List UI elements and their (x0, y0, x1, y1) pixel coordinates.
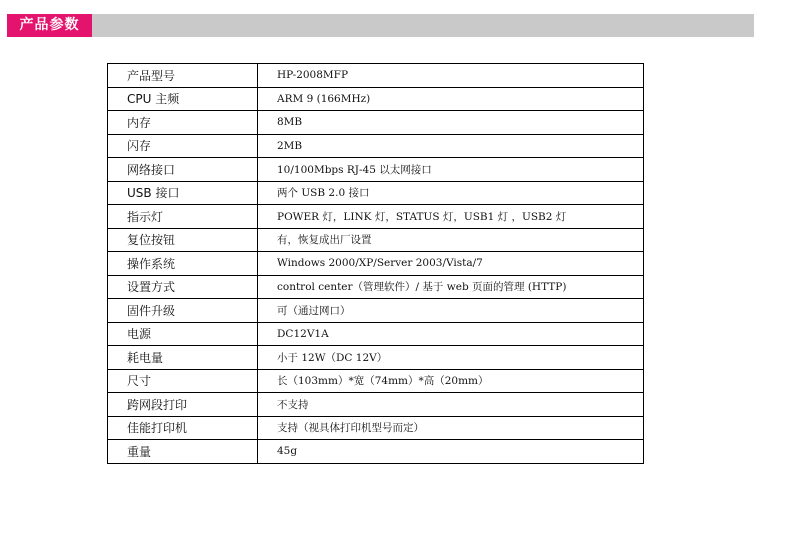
spec-label: 复位按钮 (108, 228, 258, 252)
spec-row (108, 393, 644, 417)
spec-value: 8MB (258, 111, 644, 135)
spec-label: 电源 (108, 322, 258, 346)
spec-value: 10/100Mbps RJ-45 以太网接口 (258, 158, 644, 182)
spec-row (108, 87, 644, 111)
section-header-bar (7, 14, 754, 37)
spec-label: 重量 (108, 440, 258, 464)
spec-label: 网络接口 (108, 158, 258, 182)
spec-value: 有，恢复成出厂设置 (258, 228, 644, 252)
spec-table-body (108, 64, 644, 464)
spec-label: 产品型号 (108, 64, 258, 88)
spec-value: ARM 9 (166MHz) (258, 87, 644, 111)
spec-row (108, 416, 644, 440)
spec-value: POWER 灯，LINK 灯，STATUS 灯，USB1 灯 ，USB2 灯 (258, 205, 644, 229)
spec-row (108, 252, 644, 276)
spec-row (108, 369, 644, 393)
spec-value: control center（管理软件）/ 基于 web 页面的管理 (HTTP) (258, 275, 644, 299)
spec-row (108, 158, 644, 182)
spec-row (108, 299, 644, 323)
spec-row (108, 111, 644, 135)
spec-row (108, 346, 644, 370)
spec-label: 固件升级 (108, 299, 258, 323)
spec-label: CPU 主频 (108, 87, 258, 111)
spec-value: 不支持 (258, 393, 644, 417)
spec-value: 小于 12W（DC 12V） (258, 346, 644, 370)
spec-row (108, 275, 644, 299)
spec-value: 可（通过网口） (258, 299, 644, 323)
spec-label: 跨网段打印 (108, 393, 258, 417)
spec-row (108, 205, 644, 229)
spec-label: 内存 (108, 111, 258, 135)
spec-label: 操作系统 (108, 252, 258, 276)
spec-label: 尺寸 (108, 369, 258, 393)
spec-value: 45g (258, 440, 644, 464)
spec-row (108, 64, 644, 88)
spec-row (108, 440, 644, 464)
product-spec-table (107, 63, 644, 464)
spec-row (108, 134, 644, 158)
section-title: 产品参数 (7, 14, 92, 37)
spec-value: HP-2008MFP (258, 64, 644, 88)
spec-label: 佳能打印机 (108, 416, 258, 440)
spec-row (108, 322, 644, 346)
spec-value: Windows 2000/XP/Server 2003/Vista/7 (258, 252, 644, 276)
spec-value: 长（103mm）*宽（74mm）*高（20mm） (258, 369, 644, 393)
spec-row (108, 181, 644, 205)
spec-value: 2MB (258, 134, 644, 158)
spec-value: 两个 USB 2.0 接口 (258, 181, 644, 205)
spec-row (108, 228, 644, 252)
spec-label: 闪存 (108, 134, 258, 158)
spec-value: DC12V1A (258, 322, 644, 346)
spec-value: 支持（视具体打印机型号而定） (258, 416, 644, 440)
spec-label: 耗电量 (108, 346, 258, 370)
spec-label: 设置方式 (108, 275, 258, 299)
spec-label: 指示灯 (108, 205, 258, 229)
spec-label: USB 接口 (108, 181, 258, 205)
